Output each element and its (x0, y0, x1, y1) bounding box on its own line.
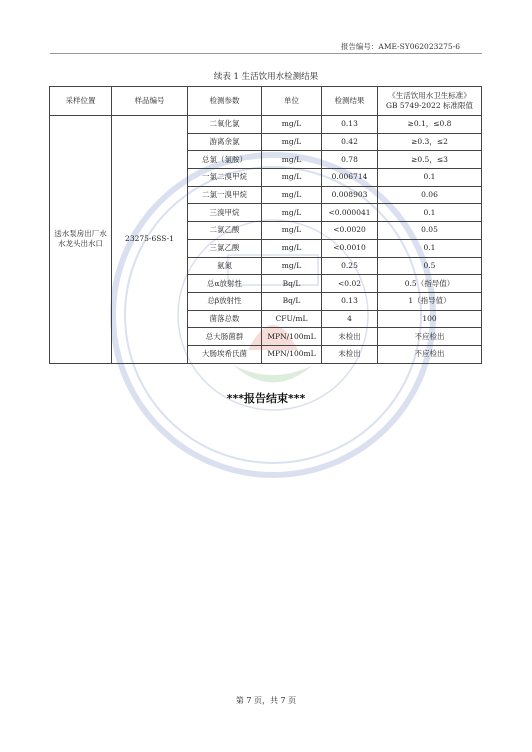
column-header-standard (378, 87, 482, 116)
parameter-cell: 二氯一溴甲烷 (188, 186, 262, 204)
limit-cell: ≥0.5，≤3 (378, 151, 482, 169)
limit-cell: 0.05 (378, 222, 482, 240)
unit-cell: mg/L (262, 116, 322, 134)
table-row (50, 116, 482, 134)
sample-id-cell: 23275-6SS-1 (112, 116, 188, 364)
result-cell: 0.13 (322, 116, 378, 134)
parameter-cell: 二氧化氯 (188, 116, 262, 134)
result-cell: 0.006714 (322, 169, 378, 187)
unit-cell: MPN/100mL (262, 328, 322, 346)
result-cell: <0.000041 (322, 204, 378, 222)
parameter-cell: 一氯二溴甲烷 (188, 169, 262, 187)
report-end-mark: ***报告结束*** (226, 392, 306, 405)
unit-cell: Bq/L (262, 292, 322, 310)
unit-cell: mg/L (262, 204, 322, 222)
unit-cell: mg/L (262, 151, 322, 169)
unit-cell: mg/L (262, 169, 322, 187)
limit-cell: 0.1 (378, 239, 482, 257)
unit-cell: CFU/mL (262, 310, 322, 328)
parameter-cell: 总α放射性 (188, 275, 262, 293)
header-divider (50, 53, 482, 54)
standard-code: GB 5749-2022 标准限值 (386, 101, 473, 110)
column-header-location: 采样位置 (50, 87, 112, 116)
unit-cell: mg/L (262, 186, 322, 204)
result-cell: 0.13 (322, 292, 378, 310)
result-cell: 4 (322, 310, 378, 328)
result-cell: 0.25 (322, 257, 378, 275)
result-cell: 0.008903 (322, 186, 378, 204)
limit-cell: ≥0.1，≤0.8 (378, 116, 482, 134)
parameter-cell: 游离余氯 (188, 133, 262, 151)
result-cell: <0.02 (322, 275, 378, 293)
unit-cell: Bq/L (262, 275, 322, 293)
unit-cell: mg/L (262, 239, 322, 257)
column-header-result: 检测结果 (322, 87, 378, 116)
limit-cell: 0.5 (378, 257, 482, 275)
result-cell: 0.78 (322, 151, 378, 169)
page-number: 第 7 页，共 7 页 (235, 696, 297, 705)
parameter-cell: 总β放射性 (188, 292, 262, 310)
result-cell: 未检出 (322, 328, 378, 346)
column-header-sample-id: 样品编号 (112, 87, 188, 116)
limit-cell: ≥0.3，≤2 (378, 133, 482, 151)
sampling-location-cell: 送水泵房出厂水水龙头出水口 (50, 116, 112, 364)
parameter-cell: 二氯乙酸 (188, 222, 262, 240)
limit-cell: 0.5（指导值） (378, 275, 482, 293)
limit-cell: 不应检出 (378, 328, 482, 346)
limit-cell: 不应检出 (378, 345, 482, 363)
limit-cell: 1（指导值） (378, 292, 482, 310)
table-header-row (50, 87, 482, 116)
report-number: 报告编号：AME-SY062023275-6 (340, 42, 460, 51)
limit-cell: 0.1 (378, 204, 482, 222)
parameter-cell: 菌落总数 (188, 310, 262, 328)
unit-cell: mg/L (262, 133, 322, 151)
column-header-unit: 单位 (262, 87, 322, 116)
standard-name: 《生活饮用水卫生标准》 (388, 91, 471, 100)
parameter-cell: 氨氮 (188, 257, 262, 275)
table-caption: 续表 1 生活饮用水检测结果 (213, 72, 319, 82)
parameter-cell: 总氯（氯胺） (188, 151, 262, 169)
unit-cell: mg/L (262, 222, 322, 240)
parameter-cell: 大肠埃希氏菌 (188, 345, 262, 363)
results-table (49, 86, 482, 364)
limit-cell: 0.06 (378, 186, 482, 204)
parameter-cell: 总大肠菌群 (188, 328, 262, 346)
result-cell: 未检出 (322, 345, 378, 363)
column-header-parameter: 检测参数 (188, 87, 262, 116)
result-cell: <0.0020 (322, 222, 378, 240)
limit-cell: 0.1 (378, 169, 482, 187)
unit-cell: mg/L (262, 257, 322, 275)
result-cell: 0.42 (322, 133, 378, 151)
parameter-cell: 三氯乙酸 (188, 239, 262, 257)
limit-cell: 100 (378, 310, 482, 328)
unit-cell: MPN/100mL (262, 345, 322, 363)
parameter-cell: 三溴甲烷 (188, 204, 262, 222)
result-cell: <0.0010 (322, 239, 378, 257)
